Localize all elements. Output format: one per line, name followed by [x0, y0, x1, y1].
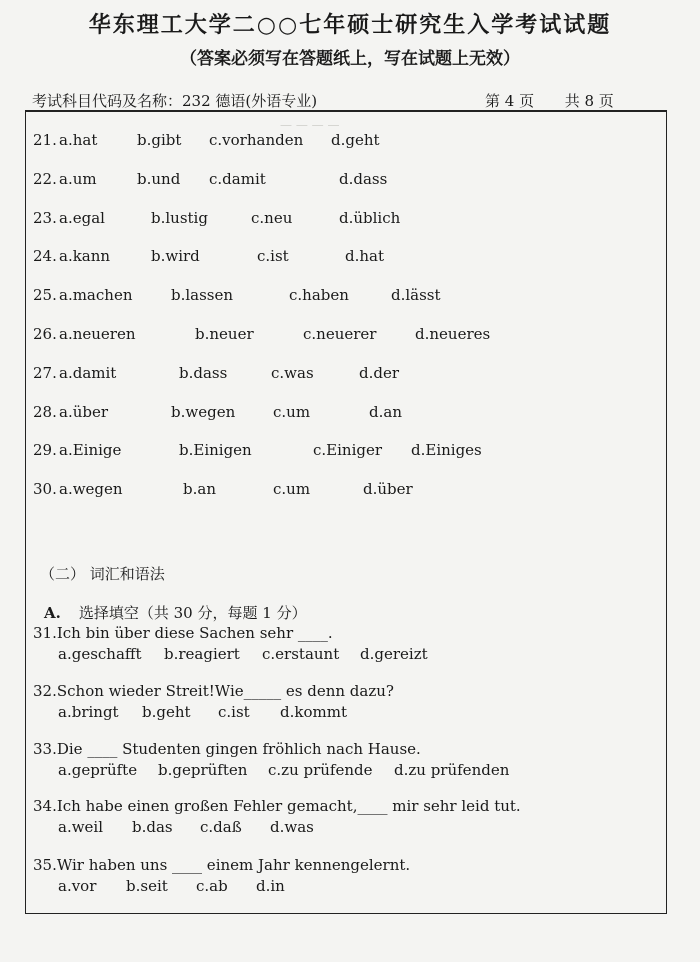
- choice-option: c.damit: [209, 170, 266, 188]
- choice-option: c.um: [273, 480, 311, 498]
- question-option: c.erstaunt: [262, 645, 340, 663]
- question-option: d.zu prüfenden: [394, 761, 510, 779]
- choice-option: a.wegen: [59, 480, 123, 498]
- question-text: 32.Schon wieder Streit!Wie_____ es denn dazu?: [33, 682, 394, 700]
- choice-option: a.egal: [59, 209, 105, 227]
- choice-number: 26.: [33, 325, 57, 343]
- choice-option: b.gibt: [137, 131, 182, 149]
- choice-option: a.damit: [59, 364, 117, 382]
- question-text: 35.Wir haben uns ____ einem Jahr kennengelernt.: [33, 856, 411, 874]
- choice-number: 27.: [33, 364, 57, 382]
- subsection-heading: [44, 602, 307, 623]
- answer-frame: [25, 110, 667, 914]
- page-info: [485, 90, 616, 111]
- choice-number: 25.: [33, 286, 57, 304]
- choice-option: d.über: [363, 480, 413, 498]
- choice-option: d.Einiges: [411, 441, 482, 459]
- choice-option: b.wegen: [171, 403, 236, 421]
- choice-option: c.neu: [251, 209, 293, 227]
- choice-option: d.lässt: [391, 286, 441, 304]
- question-option: d.gereizt: [360, 645, 428, 663]
- choice-option: a.um: [59, 170, 97, 188]
- choice-number: 21.: [33, 131, 57, 149]
- choice-number: 29.: [33, 441, 57, 459]
- choice-option: b.dass: [179, 364, 228, 382]
- question-option: a.bringt: [58, 703, 119, 721]
- choice-option: b.lustig: [151, 209, 208, 227]
- choice-option: b.lassen: [171, 286, 234, 304]
- choice-option: d.üblich: [339, 209, 401, 227]
- question-option: c.daß: [200, 818, 242, 836]
- choice-option: a.kann: [59, 247, 111, 265]
- choice-option: d.neueres: [415, 325, 491, 343]
- choice-option: d.an: [369, 403, 402, 421]
- question-option: c.ist: [218, 703, 250, 721]
- question-text: 34.Ich habe einen großen Fehler gemacht,____ mir sehr leid tut.: [33, 797, 521, 815]
- choice-option: c.Einiger: [313, 441, 383, 459]
- choice-option: b.Einigen: [179, 441, 252, 459]
- choice-number: 30.: [33, 480, 57, 498]
- question-option: b.geprüften: [158, 761, 248, 779]
- choice-number: 24.: [33, 247, 57, 265]
- subject-line: 考试科目代码及名称：232 德语(外语专业): [32, 92, 318, 110]
- page-number: 第 4 页: [485, 92, 535, 110]
- choice-option: d.geht: [331, 131, 380, 149]
- choice-number: 23.: [33, 209, 57, 227]
- choice-option: a.machen: [59, 286, 133, 304]
- bleed-through: — — — —: [280, 118, 340, 132]
- question-option: d.kommt: [280, 703, 347, 721]
- choice-option: c.was: [271, 364, 314, 382]
- section-heading: （二） 词汇和语法: [40, 565, 165, 583]
- question-option: a.geschafft: [58, 645, 142, 663]
- question-option: a.geprüfte: [58, 761, 138, 779]
- subsection-label: 选择填空（共 30 分，每题 1 分）: [78, 604, 307, 622]
- question-text: 31.Ich bin über diese Sachen sehr ____.: [33, 624, 333, 642]
- choice-option: d.der: [359, 364, 400, 382]
- question-option: d.in: [256, 877, 285, 895]
- question-option: a.weil: [58, 818, 104, 836]
- exam-title: 华东理工大学二○○七年硕士研究生入学考试试题: [88, 12, 612, 38]
- choice-option: a.über: [59, 403, 109, 421]
- question-option: c.ab: [196, 877, 228, 895]
- choice-option: b.wird: [151, 247, 200, 265]
- choice-option: b.an: [183, 480, 216, 498]
- choice-option: b.neuer: [195, 325, 254, 343]
- choice-option: c.ist: [257, 247, 289, 265]
- choice-option: c.neuerer: [303, 325, 377, 343]
- subsection-letter: A.: [44, 604, 61, 622]
- choice-option: c.um: [273, 403, 311, 421]
- question-option: d.was: [270, 818, 314, 836]
- choice-option: c.haben: [289, 286, 349, 304]
- choice-option: a.neueren: [59, 325, 136, 343]
- choice-option: a.Einige: [59, 441, 122, 459]
- question-option: b.das: [132, 818, 173, 836]
- choice-option: a.hat: [59, 131, 98, 149]
- choice-option: c.vorhanden: [209, 131, 304, 149]
- question-option: a.vor: [58, 877, 97, 895]
- question-option: b.geht: [142, 703, 191, 721]
- choice-option: b.und: [137, 170, 181, 188]
- choice-number: 22.: [33, 170, 57, 188]
- question-option: b.reagiert: [164, 645, 240, 663]
- question-option: c.zu prüfende: [268, 761, 373, 779]
- choice-number: 28.: [33, 403, 57, 421]
- question-text: 33.Die ____ Studenten gingen fröhlich nach Hause.: [33, 740, 421, 758]
- exam-subtitle: （答案必须写在答题纸上，写在试题上无效）: [180, 49, 520, 69]
- question-option: b.seit: [126, 877, 168, 895]
- choice-option: d.dass: [339, 170, 388, 188]
- page-total: 共 8 页: [564, 92, 614, 110]
- choice-option: d.hat: [345, 247, 385, 265]
